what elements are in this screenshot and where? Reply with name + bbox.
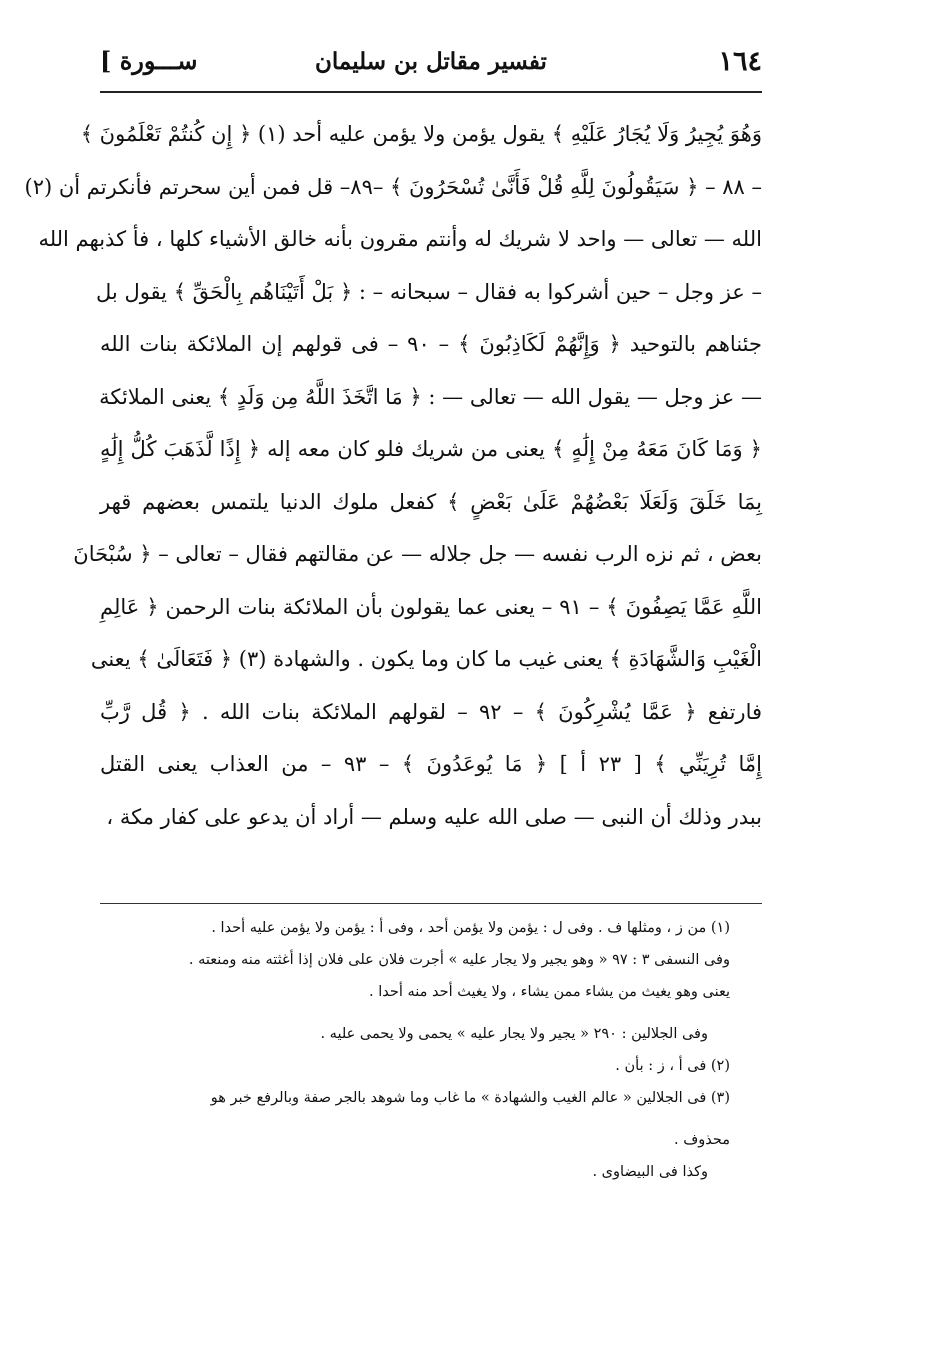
text-line: اللَّهِ عَمَّا يَصِفُونَ ﴾ – ٩١ – يعنى عما يقولون بأن الملائكة بنات الرحمن ﴿ عَالِمِ <box>100 594 762 619</box>
book-title: تفسير مقاتل بن سليمان <box>315 48 547 75</box>
footnotes <box>100 912 730 1188</box>
text-line: إِمَّا تُرِيَنِّي ﴾ [ ٢٣ أ ] ﴿ مَا يُوعَدُونَ ﴾ – ٩٣ – من العذاب يعنى القتل <box>100 752 763 776</box>
footnote-line: وفى النسفى ٣ : ٩٧ « وهو يجير ولا يجار عليه » أجرت فلان على فلان إذا أغثته منه ومنعته . <box>188 952 730 968</box>
text-line: بِمَا خَلَقَ وَلَعَلَا بَعْضُهُمْ عَلَىٰ بَعْضٍ ﴾ كفعل ملوك الدنيا يلتمس بعضهم قهر <box>100 489 762 514</box>
header-rule <box>100 91 762 93</box>
surah-label: [ ســـورة <box>100 46 198 75</box>
footnote-separator <box>100 903 762 904</box>
text-line: – عز وجل – حين أشركوا به فقال – سبحانه – : ﴿ بَلْ أَتَيْنَاهُم بِالْحَقِّ ﴾ يقول بل <box>96 279 762 304</box>
footnote-line: (٣) فى الجلالين « عالم الغيب والشهادة » ما غاب وما شوهد بالجر صفة وبالرفع خبر هو <box>210 1090 730 1106</box>
body-text <box>24 108 763 843</box>
text-line: الْغَيْبِ وَالشَّهَادَةِ ﴾ يعنى غيب ما كان وما يكون . والشهادة (٣) ﴿ فَتَعَالَىٰ ﴾ يعنى <box>90 647 762 671</box>
text-line: ببدر وذلك أن النبى — صلى الله عليه وسلم — أراد أن يدعو على كفار مكة ، <box>106 804 762 829</box>
footnote-line: محذوف . <box>674 1132 730 1148</box>
text-line: الله — تعالى — واحد لا شريك له وأنتم مقرون بأنه خالق الأشياء كلها ، فأ كذبهم الله <box>38 227 762 251</box>
footnote-line: وكذا فى البيضاوى . <box>592 1164 708 1180</box>
text-line: ﴿ وَمَا كَانَ مَعَهُ مِنْ إِلَٰهٍ ﴾ يعنى من شريك فلو كان معه إله ﴿ إِذًا لَّذَهَبَ كُلُّ إِلَٰهٍ <box>100 437 762 461</box>
text-line: وَهُوَ يُجِيرُ وَلَا يُجَارُ عَلَيْهِ ﴾ يقول يؤمن ولا يؤمن عليه أحد (١) ﴿ إِن كُنتُمْ تَعْلَمُونَ ﴾ <box>80 122 762 146</box>
footnote-line: (١) من ز ، ومثلها ف . وفى ل : يؤمن ولا يؤمن أحد ، وفى أ : يؤمن ولا يؤمن عليه أحدا . <box>211 920 730 936</box>
text-line: – ٨٨ – ﴿ سَيَقُولُونَ لِلَّهِ قُلْ فَأَنَّىٰ تُسْحَرُونَ ﴾ –٨٩– قل فمن أين سحرتم فأنكرتم أن (٢) <box>24 174 762 199</box>
footnote-line: يعنى وهو يغيث من يشاء ممن يشاء ، ولا يغيث أحد منه أحدا . <box>369 984 730 1000</box>
page-header <box>100 44 762 88</box>
footnote-line: (٢) فى أ ، ز : بأن . <box>615 1058 730 1074</box>
page-number: ١٦٤ <box>718 46 762 77</box>
footnote-line: وفى الجلالين : ٢٩٠ « يجير ولا يجار عليه » يحمى ولا يحمى عليه . <box>320 1026 708 1042</box>
text-line: — عز وجل — يقول الله — تعالى — : ﴿ مَا اتَّخَذَ اللَّهُ مِن وَلَدٍ ﴾ يعنى الملائكة <box>99 384 762 409</box>
text-line: بعض ، ثم نزه الرب نفسه — جل جلاله — عن مقالتهم فقال – تعالى – ﴿ سُبْحَانَ <box>73 542 762 566</box>
text-line: جئناهم بالتوحيد ﴿ وَإِنَّهُمْ لَكَاذِبُونَ ﴾ – ٩٠ – فى قولهم إن الملائكة بنات الله <box>100 332 762 356</box>
text-line: فارتفع ﴿ عَمَّا يُشْرِكُونَ ﴾ – ٩٢ – لقولهم الملائكة بنات الله . ﴿ قُل رَّبِّ <box>100 699 763 724</box>
